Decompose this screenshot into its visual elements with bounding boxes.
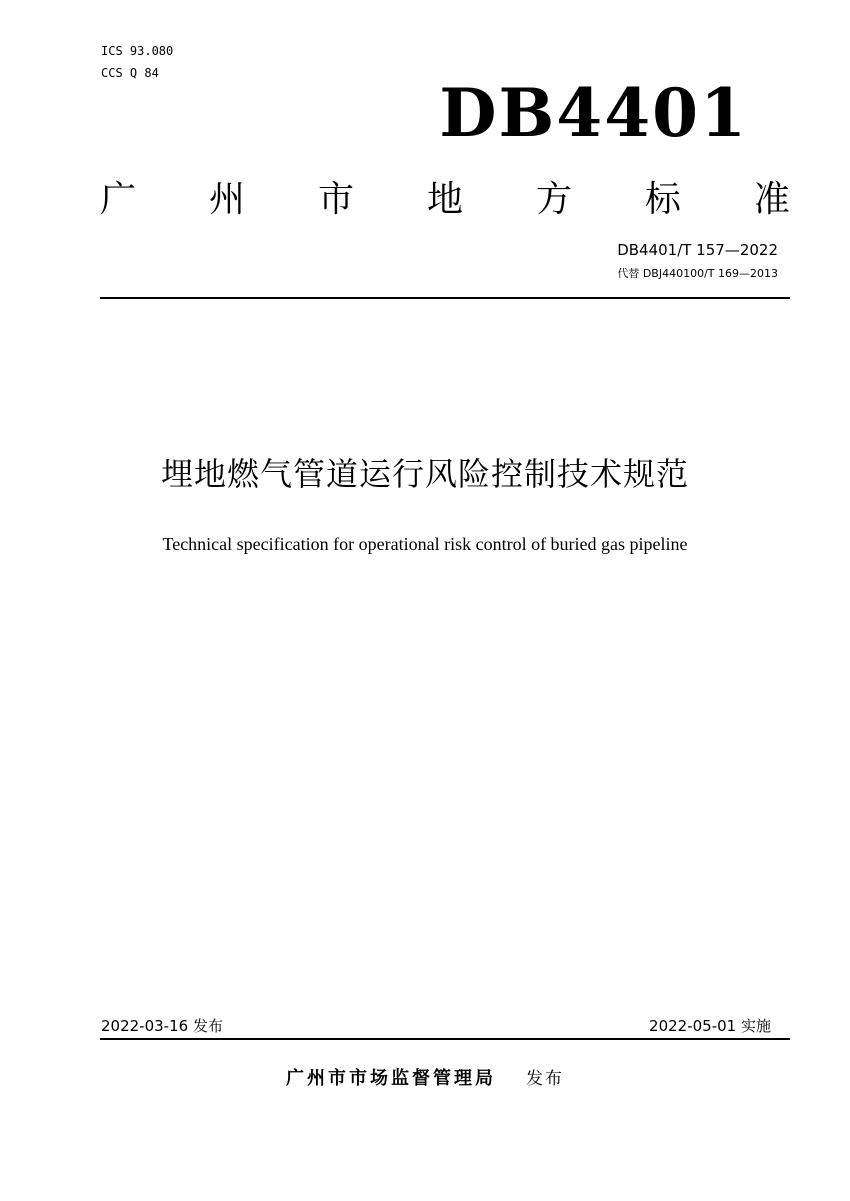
standard-type-char: 准 (753, 179, 790, 220)
standard-type-char: 州 (208, 179, 245, 220)
document-title-zh: 埋地燃气管道运行风险控制技术规范 (160, 455, 689, 493)
implementation-date: 2022-05-01 实施 (649, 1017, 771, 1035)
bottom-divider (100, 1038, 790, 1040)
issue-date: 2022-03-16 发布 (101, 1017, 223, 1035)
publish-label: 发布 (526, 1069, 564, 1089)
ics-code: ICS 93.080 (101, 44, 174, 58)
standard-type-char: 标 (644, 179, 681, 220)
standard-type-char: 广 (100, 179, 137, 220)
document-title-en: Technical specification for operational risk control of buried gas pipeline (162, 534, 688, 554)
publisher-name: 广州市市场监督管理局 (286, 1068, 496, 1089)
standard-code-large: DB4401 (439, 74, 748, 152)
replaced-standard: 代替 DBJ440100/T 169—2013 (617, 267, 778, 280)
ccs-code: CCS Q 84 (101, 66, 159, 80)
standard-type-char: 方 (535, 179, 572, 220)
standard-type-heading (100, 176, 790, 224)
standard-number: DB4401/T 157—2022 (617, 241, 778, 259)
top-divider (100, 297, 790, 299)
standard-type-char: 地 (426, 179, 463, 220)
publisher-line (0, 1066, 850, 1092)
standard-type-char: 市 (317, 179, 354, 220)
